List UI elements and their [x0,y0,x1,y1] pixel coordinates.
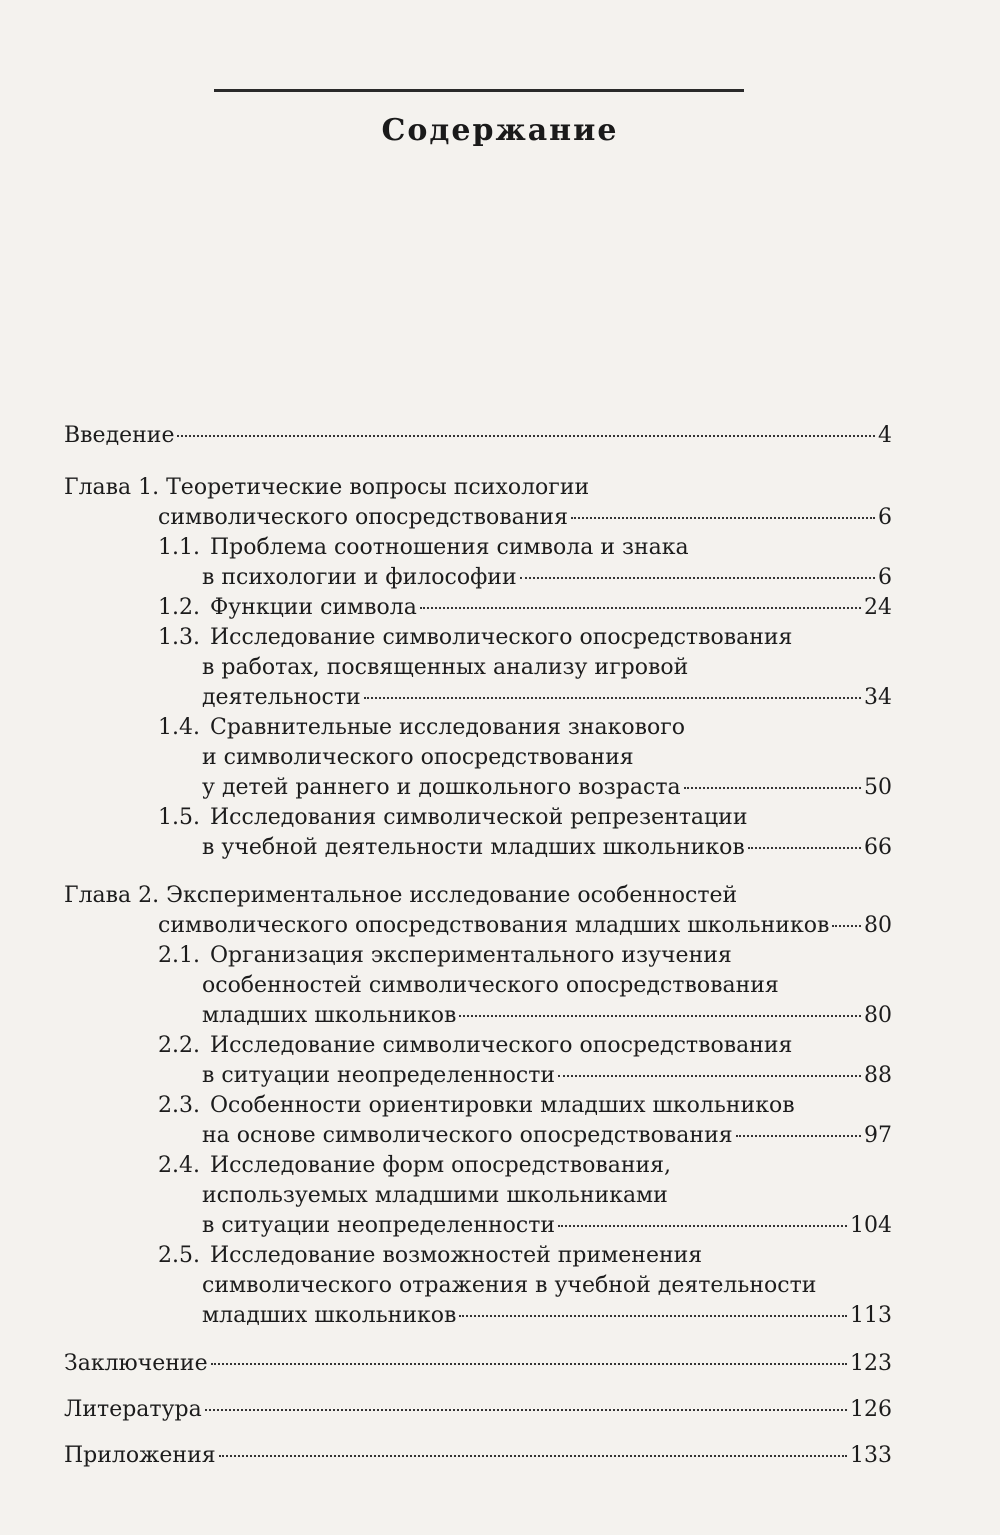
toc-entry-label: младших школьников [202,1303,457,1328]
toc-entry-page: 104 [850,1213,892,1238]
toc-section-1-1-title[interactable] [158,533,892,563]
toc-section-2-2-title[interactable] [158,1031,892,1061]
toc-entry-page: 88 [864,1063,892,1088]
toc-entry-label: у детей раннего и дошкольного возраста [202,775,681,800]
toc-entry-label: в ситуации неопределенности [202,1213,556,1238]
toc-entry-appendix[interactable] [64,1441,892,1471]
toc-entry-label: символического отражения в учебной деятельности [202,1273,817,1298]
toc-chapter-2[interactable] [158,911,892,941]
toc-section-1-4-title[interactable] [158,713,892,743]
toc-entry-label: в психологии и философии [202,565,517,590]
leader-dots [219,1451,847,1457]
leader-dots [364,693,861,699]
leader-dots [558,1221,847,1227]
toc-section-1-2[interactable] [158,593,892,623]
toc-entry-page: 4 [878,423,892,448]
section-number: 1.5. [158,805,200,830]
toc-entry-page: 6 [878,565,892,590]
leader-dots [205,1405,847,1411]
toc-entry-label: Глава 1. Теоретические вопросы психологии [64,475,590,500]
toc-entry-page: 6 [878,505,892,530]
toc-entry-label: Проблема соотношения символа и знака [209,535,689,560]
toc-entry-label: используемых младшими школьниками [202,1183,668,1208]
toc-section-1-4-line2[interactable] [202,743,892,773]
toc-entry-label: Особенности ориентировки младших школьников [209,1093,795,1118]
toc-section-2-3[interactable] [202,1121,892,1151]
toc-section-2-1-line2[interactable] [202,971,892,1001]
leader-dots [832,921,861,927]
toc-entry-label: и символического опосредствования [202,745,634,770]
toc-entry-page: 80 [864,913,892,938]
leader-dots [736,1131,861,1137]
toc-entry-page: 80 [864,1003,892,1028]
toc-entry-label: Приложения [64,1443,216,1468]
toc-entry-label: Введение [64,423,175,448]
toc-entry-label: Исследование форм опосредствования, [209,1153,672,1178]
leader-dots [459,1011,861,1017]
toc-entry-label: Функции символа [209,595,417,620]
page-title: Содержание [381,113,619,148]
section-number: 1.1. [158,535,200,560]
leader-dots [420,603,861,609]
toc-entry-label: в учебной деятельности младших школьников [202,835,745,860]
toc-entry-label: Исследование возможностей применения [209,1243,703,1268]
section-number: 2.1. [158,943,200,968]
toc-entry-page: 24 [864,595,892,620]
toc-entry-label: Глава 2. Экспериментальное исследование особенностей [64,883,738,908]
toc-entry-label: особенностей символического опосредствования [202,973,779,998]
toc-entry-label: Литература [64,1397,202,1422]
toc-section-2-4-title[interactable] [158,1151,892,1181]
toc-entry-label: деятельности [202,685,361,710]
toc-chapter-1-title[interactable] [64,473,892,503]
toc-section-2-5-title[interactable] [158,1241,892,1271]
toc-section-1-4[interactable] [202,773,892,803]
toc-entry-label: на основе символического опосредствования [202,1123,733,1148]
section-number: 2.5. [158,1243,200,1268]
toc-entry-page: 126 [850,1397,892,1422]
toc-entry-page: 123 [850,1351,892,1376]
toc-entry-label: в ситуации неопределенности [202,1063,556,1088]
toc-entry-page: 66 [864,835,892,860]
toc-entry-page: 133 [850,1443,892,1468]
toc-entry-page: 113 [850,1303,892,1328]
leader-dots [459,1311,847,1317]
toc-section-1-3[interactable] [202,683,892,713]
toc-entry-label: Сравнительные исследования знакового [209,715,686,740]
toc-entry-label: Исследования символической репрезентации [209,805,748,830]
toc-section-2-4[interactable] [202,1211,892,1241]
leader-dots [684,783,861,789]
section-number: 2.3. [158,1093,200,1118]
toc-section-2-4-line2[interactable] [202,1181,892,1211]
toc-section-2-3-title[interactable] [158,1091,892,1121]
toc-section-2-5-line2[interactable] [202,1271,892,1301]
toc-entry-literature[interactable] [64,1395,892,1425]
toc-section-2-1[interactable] [202,1001,892,1031]
section-number: 2.2. [158,1033,200,1058]
toc-entry-label: символического опосредствования [158,505,568,530]
toc-chapter-2-title[interactable] [64,881,892,911]
toc-entry-label: Заключение [64,1351,208,1376]
toc-section-1-5-title[interactable] [158,803,892,833]
toc-section-2-5[interactable] [202,1301,892,1331]
leader-dots [520,573,875,579]
toc-section-1-5[interactable] [202,833,892,863]
leader-dots [177,431,875,437]
section-number: 1.3. [158,625,200,650]
toc-entry-conclusion[interactable] [64,1349,892,1379]
section-number: 1.4. [158,715,200,740]
leader-dots [748,843,861,849]
leader-dots [211,1359,847,1365]
toc-entry-page: 34 [864,685,892,710]
toc-section-2-2[interactable] [202,1061,892,1091]
toc-entry-label: Исследование символического опосредствования [209,625,793,650]
toc-entry-page: 50 [864,775,892,800]
toc-entry-label: в работах, посвященных анализу игровой [202,655,689,680]
toc-entry-intro[interactable] [64,421,892,451]
toc-entry-label: символического опосредствования младших школьников [158,913,830,938]
toc-section-1-1[interactable] [202,563,892,593]
toc-entry-label: младших школьников [202,1003,457,1028]
section-number: 2.4. [158,1153,200,1178]
toc-entry-label: Исследование символического опосредствования [209,1033,793,1058]
toc-section-1-3-line2[interactable] [202,653,892,683]
toc-entry-label: Организация экспериментального изучения [209,943,732,968]
toc-chapter-1[interactable] [158,503,892,533]
leader-dots [558,1071,861,1077]
toc-section-1-3-title[interactable] [158,623,892,653]
toc-entry-page: 97 [864,1123,892,1148]
toc-section-2-1-title[interactable] [158,941,892,971]
leader-dots [571,513,875,519]
section-number: 1.2. [158,595,200,620]
